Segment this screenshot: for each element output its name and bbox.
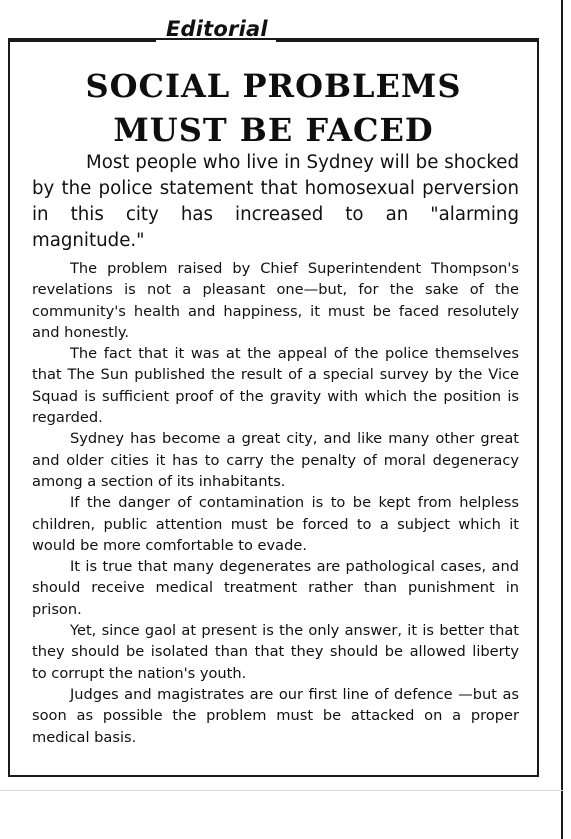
body-paragraph-1: The problem raised by Chief Superintendent Thompson's revelations is not a pleasant one—but, for the sake of the community's health and happiness, it must be faced resolutely and honestly. [32,260,519,341]
body-paragraph-3: Sydney has become a great city, and like many other great and older cities it has to carry the penalty of moral degeneracy among a section of its inhabitants. [32,430,519,490]
body-paragraph-2: The fact that it was at the appeal of the police themselves that The Sun published the result of a special survey by the Vice Squad is sufficient proof of the gravity with which the position is regarded. [32,345,519,427]
headline-line-2: MUST BE FACED [113,111,434,149]
bottom-divider [0,790,563,791]
section-header [8,14,539,54]
lead-paragraph: Most people who live in Sydney will be shocked by the police statement that homosexual perversion in this city has increased to an "alarming magnitude." [32,152,519,251]
body-paragraph-7: Judges and magistrates are our first line of defence —but as soon as possible the problem must be attacked on a proper medical basis. [32,685,519,746]
body-paragraph-6: Yet, since gaol at present is the only answer, it is better that they should be isolated than that they should be allowed liberty to corrupt the nation's youth. [32,622,519,682]
page-edge-rule [561,0,571,839]
headline-line-1: SOCIAL PROBLEMS [85,67,462,105]
body-paragraph-5: It is true that many degenerates are pathological cases, and should receive medical treatment rather than punishment in prison. [32,558,519,618]
article-body [32,258,519,748]
header-rule-left [8,40,156,42]
headline [8,64,539,152]
body-paragraph-4: If the danger of contamination is to be kept from helpless children, public attention must be forced to a subject which it would be more comfortable to evade. [32,494,519,554]
section-kicker: Editorial [166,17,268,41]
header-rule-right [276,40,539,42]
